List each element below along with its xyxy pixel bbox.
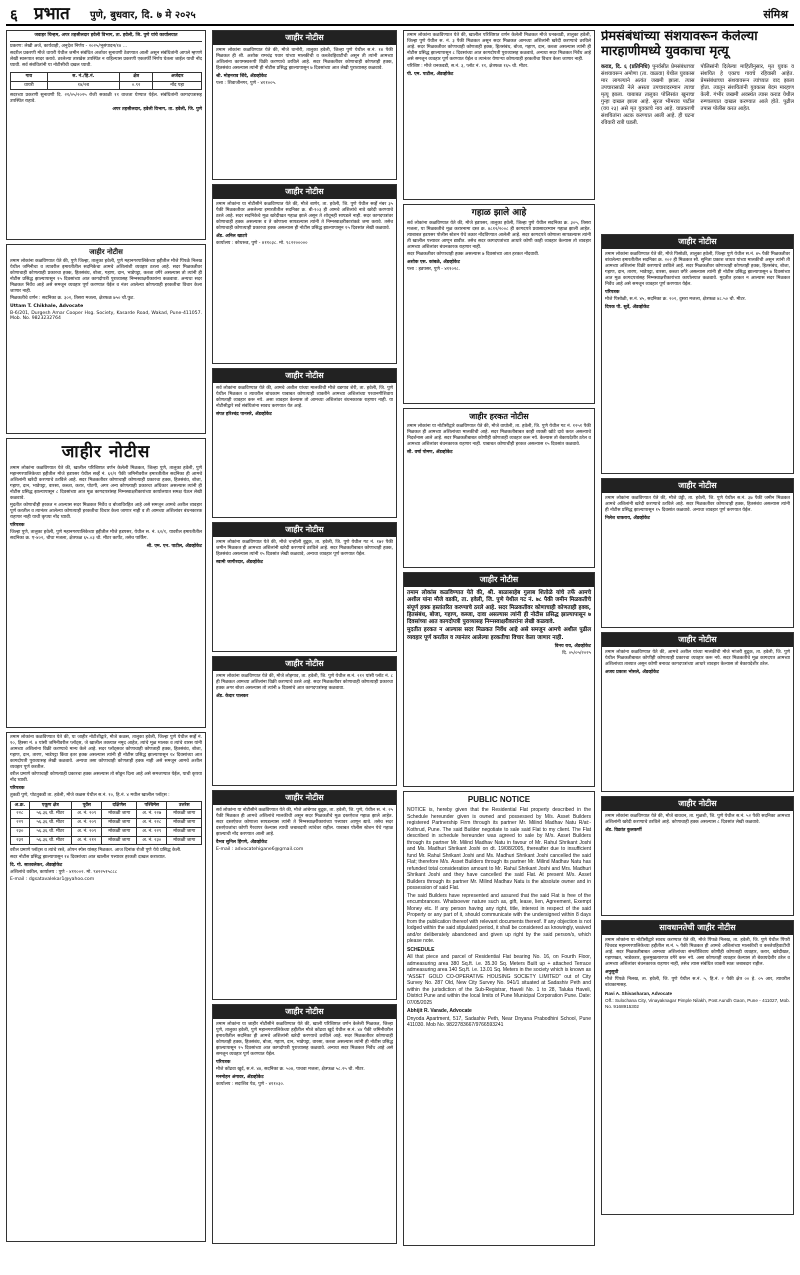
notice-signature: निलेश धाकराय, ॲडव्होकेट — [605, 515, 650, 521]
notice-signature: अशोक एस. कांबळे, ॲडव्होकेट — [407, 260, 460, 266]
table-cell: ५६.३६ चौ. मीटर — [29, 827, 71, 836]
table-cell: अ. नं. २०९ — [72, 810, 102, 819]
notice-box: जाहीर नोटीस तमाम लोकांना कळविण्यात येते की, मौजे उंड्री, ता. हवेली, जि. पुणे येथील स.नं. ३७ पैकी जमीन मिळकत आमचे अशिलांनी खरेदी करण्याचे ठरविले आहे. सदर मिळकतीवर कोणाचाही हक्क, हितसंबंध असल्यास त्यांनी ही नोटीस प्रसिद्ध झाल्यापासून १५ दिवसांत कळवावे. अन्यथा व्यवहार पूर्ण करण्यात येईल. निलेश धाकराय, ॲडव्होकेट — [601, 478, 794, 628]
notice-box: तमाम लोकांना कळविण्यात येते की, खालील परिशिष्टात वर्णन केलेली मिळकत मौजे धनकवडी, तालुका हवेली, जिल्हा पुणे येथील स. नं. ३ पैकी मिळकत असून सदर मिळकत आमच्या अशिलांनी खरेदी करण्याचे ठरविले आहे. सदर मिळकतीवर कोणाचाही कोणताही हक्क, हितसंबंध, बोजा, गहाण, दान, कब्जा असल्यास त्यांनी ही नोटीस प्रसिद्ध झाल्यापासून ८ दिवसांच्या आत कागदोपत्री पुराव्यासह कळवावे, अन्यथा सदर मिळकत निर्वेध आहे असे समजून व्यवहार पूर्ण करण्यात येईल व त्यानंतर येणाऱ्या कोणत्याही हरकतीचा विचार केला जाणार नाही. परिशिष्ट : मौजे धनकवडी, स.नं. ३, प्लॉट नं. ११, क्षेत्रफळ १६५ चौ. मीटर. पी. एम. पाटील, ॲडव्होकेट — [403, 30, 595, 200]
notice-signature: श्री. मोहनराव शिंदे, ॲडव्होकेट — [216, 73, 267, 79]
notice-box: तमाम लोकांना कळविण्यात येते की, या जाहीर नोटीशीद्वारे, मौजे कळस, तालुका हवेली, जिल्हा पुणे येथील सर्व्हे नं. १०, हिस्सा नं. ४ यांसी जमिनीवरील प्लॉट्स, जे खालील तक्त्यात नमूद आहेत, त्यांचे मूळ मालक व त्यांचे वारस यांनी आमच्या अशिलांना विक्री करण्याचे मान्य केले आहे. सदर प्लॉट्सवर कोणाचाही कोणताही हक्क, हितसंबंध, बोजा, गहाण, दान, तारण, भाडेपट्टा किंवा इतर हक्क असल्यास त्यांनी ही नोटीस प्रसिद्ध झाल्यापासून १४ दिवसांच्या आत कागदोपत्री पुराव्यासह लेखी कळवावे. अन्यथा तसा कोणाचाही कोणताही हक्क नाही असे समजून आमचे अशील व्यवहार पूर्ण करतील. वरील प्रमाणे कोणाचाही कोणत्याही प्रकारचा हक्क असल्यास तो सोडून दिला आहे असे समजण्यात येईल, याची कृपया नोंद घ्यावी. परिपत्रक तुकडी पुणे, पोटतुकडी ता. हवेली, मौजे कळस येथील स.नं. १०, हि.नं. ४ मधील खालील प्लॉट्स : अ.क्र. एकूण क्षेत्र पूर्वेस दक्षिणेस पश्चिमेस उत्तरेस २२८ ५६.३६ चौ. मीटर अ. नं. २०९ मोकळी जागा अ. नं. २२७ मोकळी जागा २२९ ५६.३६ चौ. मीटर अ. नं. २०९ मोकळी जागा अ. नं. २२८ मोकळी जागा २३० ५६.३६ चौ. मीटर अ. नं. २०९ मोकळी जागा अ. नं. २२९ मोकळी जागा २३१ ५६.३६ चौ. मीटर अ. नं. २१२ मोकळी जागा अ. नं. २३० मोकळी जागा वरील प्रमाणे प्लॉट्स व त्यांचे रस्ते, ओपन स्पेस यांसह मिळकत. आज दिनांक रोजी पुणे येथे प्रसिद्ध केली. सदर नोटीस प्रसिद्ध झाल्यापासून १४ दिवसांच्या आत खालील पत्त्यावर हरकती दाखल कराव्यात. दि. गो. सातवलेकर, ॲडव्होकेट अशिलांचे वकील, कार्यालय : पुणे - ४११००२. मो. ९४२२५१५८८८ E-mail : dgsatavalekar1@yahoo.com — [6, 732, 206, 1242]
notice-signature: पी. एम. पाटील, ॲडव्होकेट — [407, 71, 454, 77]
table-cell: ५६.३६ चौ. मीटर — [29, 819, 71, 828]
notice-email: E-mail : dgsatavalekar1@yahoo.com — [10, 877, 95, 883]
notice-heading: जवाहर चिन्हम, अपर तहसीलदार हवेली विभाग, ता. हवेली, जि. पुणे यांचे कार्यालयात — [34, 33, 178, 38]
article-headline: प्रेमसंबंधांच्या संशयावरून केलेल्या मारहाणीमध्ये युवकाचा मृत्यू — [601, 30, 758, 59]
table-cell: अ. नं. २३० — [136, 836, 166, 845]
table-cell: मोकळी जागा — [167, 836, 202, 845]
notice-signature: सौ. वर्षा पोमण, ॲडव्होकेट — [407, 449, 453, 455]
notice-box: जाहीर नोटीस तमाम लोकांना कळविण्यात येते की, खालील परिशिष्टात वर्णन केलेली मिळकत, जिल्हा पुणे, तालुका हवेली, पुणे महानगरपालिकेच्या हद्दीतील मौजे हडपसर येथील सर्व्हे नं. ६२/१ पैकी जमिनीवरील इमारतीतील सदनिका ही आमचे अशिलांनी खरेदी करण्याचे ठरविले आहे. सदर मिळकतीवर कोणाचाही कोणत्याही प्रकारचा हक्क, हितसंबंध, बोजा, गहाण, दान, भाडेपट्टा, वारसा, कब्जा, करार, पोटगी, अगर अन्य कोणत्याही प्रकारचा अधिकार असल्यास त्यांनी ही नोटीस प्रसिद्ध झाल्यापासून ८ दिवसांच्या आत मूळ कागदपत्रांसह निम्नस्वाक्षरीकारांच्या कार्यालयात समक्ष येऊन लेखी कळवावे. मुदतीत कोणाचीही हरकत न आल्यास सदर मिळकत निर्वेध व बोजाविरहित आहे असे समजून आमचे अशील व्यवहार पूर्ण करतील व त्यानंतर आलेल्या कोणत्याही हरकतीचा विचार केला जाणार नाही व ती आमच्या अशिलांवर बंधनकारक राहणार नाही याची कृपया नोंद घ्यावी. परिपत्रक जिल्हा पुणे, तालुका हवेली, पुणे महानगरपालिकेच्या हद्दीतील मौजे हडपसर, येथील स. नं. ६२/१, यावरील इमारतीतील सदनिका क्र. ए-४०२, चौथा मजला, क्षेत्रफळ ६५.०३ चौ. मीटर कार्पेट, तसेच पार्किंग. श्री. एम. एन. पाटील, ॲडव्होकेट — [6, 438, 206, 728]
table-row — [11, 819, 202, 828]
notice-title: सावधानतेची जाहीर नोटीस — [602, 921, 793, 935]
schedule-title: SCHEDULE — [407, 946, 435, 953]
table-row — [11, 836, 202, 845]
schedule-title: परिपत्रक — [605, 289, 620, 295]
table-cell: अ. नं. २१२ — [72, 836, 102, 845]
table-header: उत्तरेस — [167, 801, 202, 810]
notice-box: जाहीर नोटीस तमाम लोकांना कळविण्यात येते की, मौजे लोहगाव, ता. हवेली, जि. पुणे येथील स.नं. २१२ यांसी प्लॉट नं. ८ ही मिळकत आमच्या अशिलांना विक्री करण्याचे ठरले आहे. सदर मिळकतीवर कोणाचाही कोणत्याही प्रकारचा हक्क अगर बोजा असल्यास तो त्यांनी ७ दिवसांचे आत कागदपत्रांसह कळवावा. ॲड. केदार पालकर — [212, 656, 397, 786]
table-cell: मोकळी जागा — [102, 819, 137, 828]
notice-box: जाहीर नोटीस सर्व लोकांना या नोटीसीने कळविण्यात येते की, मौजे आंबेगाव बुद्रुक, ता. हवेली, जि. पुणे, येथील स. नं. २५ पैकी मिळकत ही आमचे अशिलांचे मालकीची असून सदर मिळकतीचे मूळ दस्तऐवज गहाळ झाले आहेत. सदर दस्तऐवज कोणाला सापडल्यास त्यांनी ते निम्नस्वाक्षरीकारांच्या पत्त्यावर आणून द्यावे. तसेच सदर दस्तऐवजांचा कोणी गैरवापर केल्यास त्याची जबाबदारी त्यांचेवर राहील. याबाबत पोलीस स्टेशन येथे गहाळ झाल्याची नोंद करण्यात आली आहे. वैभव सुनिल हिंगणे, ॲडव्होकेट E-mail : advocatehigane6@gmail.com — [212, 790, 397, 1000]
notice-title: जाहीर नोटीस — [61, 442, 151, 462]
notice-box: जाहीर हरकत नोटीस तमाम लोकांना या नोटीसीद्वारे कळविण्यात येते की, मौजे वाघोली, ता. हवेली, जि. पुणे येथील गट नं. १२५१ पैकी मिळकत ही आमच्या अशिलांच्या मालकीची आहे. सदर मिळकतीबाबत काही व्यक्ती खोटे दावे करत असल्याचे निदर्शनास आले आहे. सदर मिळकतीबाबत कोणीही कोणताही व्यवहार करू नये. केल्यास तो बेकायदेशीर ठरेल व आमच्या अशिलांवर बंधनकारक राहणार नाही. याबाबत कोणाचीही हरकत असल्यास १५ दिवसांत कळवावे. सौ. वर्षा पोमण, ॲडव्होकेट — [403, 408, 595, 568]
notice-title: जाहीर नोटीस — [213, 185, 396, 199]
article-dateline: कराड, दि. ६ (प्रतिनिधि) — [601, 63, 650, 70]
notice-signature: स्वामी जागीरदार, ॲडव्होकेट — [216, 559, 263, 565]
notice-title: जाहीर नोटीस — [602, 797, 793, 811]
notice-title: जाहीर हरकत नोटीस — [469, 412, 529, 421]
table-cell: अ. नं. २०९ — [72, 819, 102, 828]
notice-signature: श्री. एम. एन. पाटील, ॲडव्होकेट — [146, 543, 202, 549]
public-notice-para-2: The said Builders have represented and assured that the said Flat is free of the encumbrances. Whatsoever nature such as, gift, lease, lien, Agreement, Exempt Money etc. If any person having any right, title, interest in respect of the said Property or any part of it, should communicate with the undersigned within 8 days from the publication thereof with relevant documents thereof. If any objection is not lodged within the said stipulated period, it shall be considered as knowingly, waived and/or deliberately abandoned and given up right by the said person/s, which please note. — [407, 892, 591, 944]
notice-address: B-6/201, Durgesh Amar Cooper Hsg. Society, Kasarde Road, Wakad, Pune-411057. Mob. No. 9823232764 — [10, 310, 202, 322]
notice-signature: Ravi A. Shivasharan, Advocate — [605, 990, 673, 996]
table-cell: २२८ — [11, 810, 30, 819]
notice-box: जाहीर नोटीस तमाम लोकांना कळविण्यात येते की, मौजे चऱ्होली बुद्रुक, ता. हवेली, जि. पुणे येथील गट नं. १७२ पैकी जमीन मिळकत ही आमच्या अशिलांनी खरेदी करण्याचे ठरविले आहे. सदर मिळकतीबाबत कोणाचाही हक्क, हितसंबंध असल्यास त्यांनी १५ दिवसांत लेखी कळवावे, अन्यथा व्यवहार पूर्ण करण्यात येईल. स्वामी जागीरदार, ॲडव्होकेट — [212, 522, 397, 652]
table-cell: मोकळी जागा — [167, 810, 202, 819]
notice-box: जाहीर नोटीस सर्व लोकांना कळविण्यात येते की, आमचे अशील यांच्या मालकीची मौजे वडगाव शेरी, ता. हवेली, जि. पुणे येथील मिळकत व त्यावरील बांधकाम याबाबत कोणत्याही व्यक्तीने आमच्या अशिलांच्या परवानगीशिवाय कोणताही व्यवहार करू नये. असा व्यवहार केल्यास तो आमच्या अशिलांवर बंधनकारक राहणार नाही. या नोटीसीद्वारे सर्व संबंधितांना सावध करण्यात येत आहे. संपत हरिश्चंद्र पानसरे, ॲडव्होकेट — [212, 368, 397, 518]
section-title: संमिश्र — [763, 8, 788, 21]
table-cell: अ. नं. २२८ — [136, 819, 166, 828]
notice-title: जाहीर नोटीस — [213, 31, 396, 45]
notice-signature: ॲड. विक्रांत कुलकर्णी — [605, 827, 642, 833]
column-3 — [403, 30, 595, 1250]
newspaper-logo: प्रभात — [34, 4, 70, 24]
notice-box: जाहीर नोटीस तमाम लोकांना कळविण्यात येते की, पुणे जिल्हा, तालुका हवेली, पुणे महानगरपालिकेच्या हद्दीतील मौजे पिंपळे निलख येथील जमिनीचा व त्यावरील इमारतीतील सदनिकेचा आमचे अशिलांशी व्यवहार ठरला आहे. सदर मिळकतीवर कोणाचाही कोणत्याही प्रकारचा हक्क, हितसंबंध, बोजा, गहाण, दान, भाडेपट्टा, कब्जा वगैरे असल्यास तो त्यांनी ही नोटीस प्रसिद्ध झाल्यापासून १५ दिवसांच्या आत कागदोपत्री पुराव्यासह निम्नस्वाक्षरीकारांना कळवावा. अन्यथा सदर मिळकत निर्वेध आहे असे समजून व्यवहार पूर्ण करण्यात येईल व नंतर आलेल्या कोणत्याही हरकतीचा विचार केला जाणार नाही. मिळकतीचे वर्णन : सदनिका क्र. ३०२, तिसरा मजला, क्षेत्रफळ ७५० चौ.फुट. Uttam T. Chikhale, Advocate B-6/201, Durgesh Amar Cooper Hsg. Society, Kasarde Road, Wakad, Pune-411057. Mob. No. 9823232764 — [6, 244, 206, 434]
notice-title: PUBLIC NOTICE — [467, 795, 531, 804]
table-cell: २२९ — [11, 819, 30, 828]
column-1 — [6, 30, 206, 1246]
table-cell: अ. नं. २२७ — [136, 810, 166, 819]
news-article: प्रेमसंबंधांच्या संशयावरून केलेल्या मारहाणीमध्ये युवकाचा मृत्यू कराड, दि. ६ (प्रतिनिधि) पुनर्वसीत प्रेमसंबंधाच्या संशयावरून अमोणा (ता. वाळवा) येथील युवकास मार लागल्याने अत्यंत जखमी झाला. त्यास उपचारासाठी नेले असता उपचारादरम्यान त्याचा मृत्यू झाला. याबाबत तालुका पोलिसांत खुनाचा गुन्हा दाखल झाला आहे. सूरज भीमराव पाटील (वय २३) असे मृत युवकाचे नाव आहे. याप्रकरणी संशयितांना अटक करण्यात आली आहे. ही घटना रविवारी रात्री घडली. पोलिसांनी दिलेल्या माहितीनुसार, मृत युवक व संशयित हे एकाच गावचे रहिवासी आहेत. प्रेमसंबंधाच्या संशयावरून त्यांच्यात वाद झाला होता. त्यातून संशयितांनी युवकास बेदम मारहाण केली. गंभीर जखमी अवस्थेत त्यास कराड येथील रुग्णालयात दाखल करण्यात आले होते. पुढील तपास पोलीस करत आहेत. — [601, 30, 794, 126]
notice-box: जाहीर नोटीस तमाम लोकांना कळविण्यात येते की, मौजे धानोरी, तालुका हवेली, जिल्हा पुणे येथील स.नं. १४ पैकी मिळकत ही श्री. अशोक रामचंद्र पवार यांच्या मालकीची व कब्जेवहिवाटीची असून ती त्यांनी आमच्या अशिलांना कायमस्वरूपी विक्री करण्याचे ठरविले आहे. सदर मिळकतीवर कोणाचाही कोणताही हक्क, हितसंबंध असल्यास त्यांनी ही नोटीस प्रसिद्ध झाल्यापासून ७ दिवसांच्या आत लेखी पुराव्यासह कळवावे. श्री. मोहनराव शिंदे, ॲडव्होकेट पत्ता : शिवाजीनगर, पुणे - ४११००५. — [212, 30, 397, 180]
notice-signature: अपर तहसीलदार, हवेली विभाग, ता. हवेली, जि. पुणे — [112, 107, 202, 113]
notice-title: जाहीर नोटीस — [602, 479, 793, 493]
notice-signature: Uttam T. Chikhale, Advocate — [10, 303, 84, 309]
public-notice-para-1: NOTICE is, hereby given that the Residential Flat property described in the Schedule hereunder given is owned and possessed by M/s. Asset Builders registered Partnership Firm through its partner Mr. Milind Madhav Natu R/at:- Kothrud, Pune. The said Builder negotiate to sale said Flat to my client. The Flat described in schedule hereunder was agreed to sale by M/s. Asset Builders through its partner Mr. Milind Madhav Natu in favour of Mr. Rahul Shrikant Joshi and Ms. Madhuri Shrikant Joshi on dt. 19/08/2005, thereafter due to insufficient fund Mr. Rahul Shrikant Joshi and Ms. Madhuri Shrikant Joshi cancelled the said Flat; therefore M/s. Asset Builders through its partner Mr. Milind Madhav Natu has refunded total consideration amount to Mr. Rahul Shrikant Joshi and Mrs. Madhuri Shrikant Joshi and they have cancelled the said Flat. At present M/s. Asset Builders through its partner Mr. Milind Madhav Natu is the absolute owner and in possession of said Flat. — [407, 807, 591, 891]
masthead — [6, 4, 794, 26]
notice-date: दि. ०५/०५/२०२५ — [562, 650, 591, 656]
table-cell: अ. नं. २०९ — [72, 827, 102, 836]
notice-signature: ॲड. केदार पालकर — [216, 693, 249, 699]
notice-title: जाहीर नोटीस — [213, 657, 396, 671]
table-header: पश्चिमेस — [136, 801, 166, 810]
schedule-title: परिपत्रक — [10, 522, 25, 528]
notice-title: जाहीर नोटीस — [602, 235, 793, 249]
notice-address: Dnyoda Apartment, 517, Sadashiv Peth, Near Dnyana Prabodhini School, Pune 411030. Mob No. 9822783667/9766593241 — [407, 1015, 591, 1028]
notice-signature: Abhijit R. Varade, Advocate — [407, 1008, 472, 1014]
public-notice-box — [403, 791, 595, 1246]
table-cell: मोकळी जागा — [167, 827, 202, 836]
table-cell: मोकळी जागा — [102, 810, 137, 819]
notice-signature: मनमोहन अंगावर, ॲडव्होकेट — [216, 1074, 264, 1080]
table-cell: २३० — [11, 827, 30, 836]
notice-title: गहाळ झाले आहे — [471, 208, 527, 218]
page-number: ६ — [10, 6, 18, 24]
table-cell: अ. नं. २२९ — [136, 827, 166, 836]
notice-box: जाहीर नोटीस तमाम लोकांना या जाहीर नोटीसीने कळविण्यात येते की, खाली परिशिष्टात वर्णन केलेली मिळकत, जिल्हा पुणे, तालुका हवेली, पुणे महानगरपालिकेच्या हद्दीतील मौजे कोंढवा खुर्द येथील स.नं. ४४ पैकी जमिनीवरील इमारतीतील सदनिका ही आमचे अशिलांनी खरेदी करण्याचे ठरविले आहे. सदर मिळकतीवर कोणाचाही कोणताही हक्क, हितसंबंध, बोजा, गहाण, दान, भाडेपट्टा, वारसा, कब्जा असल्यास त्यांनी ही नोटीस प्रसिद्ध झाल्यापासून १५ दिवसांच्या आत कागदोपत्री पुराव्यासह कळवावे. अन्यथा सदर मिळकत निर्वेध आहे असे समजून व्यवहार पूर्ण करण्यात येईल. परिपत्रक मौजे कोंढवा खुर्द, स.नं. ४४, सदनिका क्र. ५०४, पाचवा मजला, क्षेत्रफळ ५८.२५ चौ. मीटर. मनमोहन अंगावर, ॲडव्होकेट कार्यालय : सदाशिव पेठ, पुणे - ४११०३०. — [212, 1004, 397, 1244]
notice-signature: वैभव सुनिल हिंगणे, ॲडव्होकेट — [216, 839, 268, 845]
column-4 — [601, 30, 794, 1219]
notice-title: जाहीर नोटीस — [213, 791, 396, 805]
notice-signature: दिपक पी. सुर्वे, ॲडव्होकेट — [605, 304, 650, 310]
notice-title: जाहीर नोटीस — [602, 633, 793, 647]
table-cell: ५६.३६ चौ. मीटर — [29, 810, 71, 819]
table-cell: ५६.३६ चौ. मीटर — [29, 836, 71, 845]
notice-box: जवाहर चिन्हम, अपर तहसीलदार हवेली विभाग, ता. हवेली, जि. पुणे यांचे कार्यालयात प्रकरण: लेखी अर्ज, कार्यवाही, अनुदेश निर्णय - २०२५/भूसंपादन/१४ ... सदरील प्रकरणी मौजे धायरी येथील जमीन संबंधित अर्जावर सुनावणी ठेवण्यात आली असून संबंधितांनी आपले म्हणणे लेखी स्वरूपात सादर करावे. ठरलेल्या तारखेस उपस्थित न राहिल्यास प्रकरणी एकतर्फी निर्णय घेतला जाईल याची नोंद घ्यावी. सर्व संबंधितांनी या नोटीसीची दखल घ्यावी. गाव स. नं./हि.नं. क्षेत्र अर्जदार धायरी १४/२ब ०.९२ नोंद पहा सदरच्या प्रकरणी सुनावणी दि. २१/०५/२०२५ रोजी सकाळी ११ वाजता घेण्यात येईल. संबंधितांनी कागदपत्रासह उपस्थित राहावे. अपर तहसीलदार, हवेली विभाग, ता. हवेली, जि. पुणे — [6, 30, 206, 240]
notice-email: E-mail : advocatehigane6@gmail.com — [216, 846, 304, 852]
notice-box: जाहीर नोटीस तमाम लोकांस कळविण्यात येते की, श्री. बाळासाहेब गुलाब शितोळे यांचे तर्फे आमचे अशील यांना मौजे वडकी, ता. हवेली, जि. पुणे येथील गट नं. ७८ पैकी जमीन मिळकतीचे संपूर्ण हक्क हस्तांतरित करण्याचे ठरले आहे. सदर मिळकतीवर कोणाचाही कोणताही हक्क, हितसंबंध, बोजा, गहाण, कब्जा, दावा असल्यास त्यांनी ही नोटीस प्रसिद्ध झाल्यापासून ७ दिवसांच्या आत कागदोपत्री पुराव्यासह निम्नस्वाक्षरीकारांना लेखी कळवावे. मुदतीत हरकत न आल्यास सदर मिळकत निर्वेध आहे असे समजून आमचे अशील पुढील व्यवहार पूर्ण करतील व त्यानंतर आलेल्या हरकतीचा विचार केला जाणार नाही. विनय राव, ॲडव्होकेट दि. ०५/०५/२०२५ — [403, 572, 595, 787]
article-body: पुनर्वसीत प्रेमसंबंधाच्या संशयावरून अमोणा (ता. वाळवा) येथील युवकास मार लागल्याने अत्यंत जखमी झाला. त्यास उपचारासाठी नेले असता उपचारादरम्यान त्याचा मृत्यू झाला. याबाबत तालुका पोलिसांत खुनाचा गुन्हा दाखल झाला आहे. सूरज भीमराव पाटील (वय २३) असे मृत युवकाचे नाव आहे. याप्रकरणी संशयितांना अटक करण्यात आली आहे. ही घटना रविवारी रात्री घडली. — [601, 63, 695, 126]
table-header: पूर्वेस — [72, 801, 102, 810]
notice-box: गहाळ झाले आहे सर्व लोकांना कळविण्यात येते की, मौजे हडपसर, तालुका हवेली, जिल्हा पुणे येथील सदनिका क्र. ३०५, तिसरा मजला, या मिळकतीचे मूळ करारनामा दस्त क्र. ४८१२/२००८ ही कागदपत्रे प्रवासादरम्यान गहाळ झाली आहेत. त्याबाबत हडपसर पोलीस स्टेशन येथे तक्रार नोंदविण्यात आलेली आहे. सदर कागदपत्रे कोणाला सापडल्यास त्यांनी ती खालील पत्त्यावर आणून द्यावीत. तसेच सदर कागदपत्रांच्या आधारे कोणी काही व्यवहार केल्यास तो व्यवहार आमच्या अशिलांवर बंधनकारक राहणार नाही. सदर मिळकतीवर कोणाचाही हक्क असल्यास ७ दिवसांच्या आत हरकत नोंदवावी. अशोक एस. कांबळे, ॲडव्होकेट पत्ता : हडपसर, पुणे - ४११०२८. — [403, 204, 595, 404]
notice-signature: दि. गो. सातवलेकर, ॲडव्होकेट — [10, 863, 63, 869]
table-header: दक्षिणेस — [102, 801, 137, 810]
notice-address: Off.: Sulochana City, Vinayaknagar Pimple Nilakh, Post Aundh Gaon, Pune - 411027, Mob. No. 9168915302 — [605, 997, 790, 1009]
notice-box: जाहीर नोटीस तमाम लोकांना या नोटीसीने कळविण्यात येते की, मौजे बाणेर, ता. हवेली, जि. पुणे येथील सर्व्हे नंबर ३५ पैकी मिळकतीवर असलेल्या इमारतीतील सदनिका क्र. बी-१०३ ही आमचे अशिलांचे नावे खरेदी करण्याचे ठरले आहे. सदर सदनिकेचे मूळ खरेदीखत गहाळ झाले असून ते शोधूनही सापडले नाही. सदर कागदपत्रांवर कोणाचाही हक्क असल्यास व ते कोणाला सापडल्यास त्यांनी ते निम्नस्वाक्षरीकारांकडे जमा करावे. तसेच कोणाचाही कोणत्याही प्रकारचा हक्क असल्यास ही नोटीस प्रसिद्ध झाल्यापासून १५ दिवसांत लेखी कळवावे. ॲड. अनिल खाटपे कार्यालय : कोथरूड, पुणे - ४११०३८. मो. ९८२२००००० — [212, 184, 397, 364]
notice-box: जाहीर नोटीस तमाम लोकांना कळविण्यात येते की, मौजे बावधन, ता. मुळशी, जि. पुणे येथील स.नं. ५२ पैकी सदनिका आमच्या अशिलांनी खरेदी करण्याचे ठरविले आहे. कोणाचाही हक्क असल्यास ८ दिवसांत लेखी कळवावे. ॲड. विक्रांत कुलकर्णी — [601, 796, 794, 916]
notice-title: जाहीर नोटीस — [89, 248, 123, 256]
table-cell: मोकळी जागा — [102, 836, 137, 845]
notice-box: जाहीर नोटीस तमाम लोकांना कळविण्यात येते की, आमचे अशील यांच्या मालकीची मौजे मांजरी बुद्रुक, ता. हवेली, जि. पुणे येथील मिळकतीबाबत कोणीही कोणत्याही प्रकारचा व्यवहार करू नये. सदर मिळकतीचे मूळ कागदपत्र आमच्या अशिलांच्या ताब्यात असून कोणी बनावट कागदपत्रांच्या आधारे व्यवहार केल्यास तो बेकायदेशीर ठरेल. अजय प्रकाश भोसले, ॲडव्होकेट — [601, 632, 794, 792]
notice-signature: संपत हरिश्चंद्र पानसरे, ॲडव्होकेट — [216, 411, 272, 417]
notice-title: जाहीर नोटीस — [213, 1005, 396, 1019]
notice-box: जाहीर नोटीस तमाम लोकांना कळविण्यात येते की, मौजे पिसोळी, तालुका हवेली, जिल्हा पुणे येथील स.नं. ४५ पैकी मिळकतीवर बांधलेल्या इमारतीतील सदनिका क्र. २०२ ही मिळकत सौ. सुनिता प्रकाश जाधव यांच्या मालकीची असून त्यांनी ती आमच्या अशिलांना विक्री करण्याचे ठरविले आहे. सदर मिळकतीवर कोणाचाही कोणताही हक्क, हितसंबंध, बोजा, गहाण, दान, तारण, भाडेपट्टा, वारसा, कब्जा वगैरे असल्यास त्यांनी ही नोटीस प्रसिद्ध झाल्यापासून ७ दिवसांच्या आत मूळ कागदपत्रांसह निम्नस्वाक्षरीकारांच्या कार्यालयात कळवावे. मुदतीत हरकत न आल्यास सदर मिळकत निर्वेध आहे असे समजून व्यवहार पूर्ण करण्यात येईल. परिपत्रक मौजे पिसोळी, स.नं. ४५, सदनिका क्र. २०२, दुसरा मजला, क्षेत्रफळ ४८.५० चौ. मीटर. दिपक पी. सुर्वे, ॲडव्होकेट — [601, 234, 794, 474]
notice-title: जाहीर नोटीस — [213, 523, 396, 537]
notice-signature: अजय प्रकाश भोसले, ॲडव्होकेट — [605, 669, 659, 675]
dateline: पुणे, बुधवार, दि. ७ मे २०२५ — [90, 10, 196, 21]
table-cell: मोकळी जागा — [102, 827, 137, 836]
table-cell: २३१ — [11, 836, 30, 845]
schedule-title: परिपत्रक — [10, 785, 25, 791]
schedule-title: अनुसूची — [605, 969, 619, 975]
table-cell: मोकळी जागा — [167, 819, 202, 828]
notice-title: जाहीर नोटीस — [404, 573, 594, 587]
table-row — [11, 827, 202, 836]
table-header: अ.क्र. — [11, 801, 30, 810]
schedule-title: परिपत्रक — [216, 1059, 231, 1065]
notice-signature: विनय राव, ॲडव्होकेट — [554, 643, 591, 649]
notice-signature: ॲड. अनिल खाटपे — [216, 233, 248, 239]
notice-title: जाहीर नोटीस — [213, 369, 396, 383]
notice-box: सावधानतेची जाहीर नोटीस तमाम लोकांना या नोटीसीद्वारे सावध करण्यात येते की, मौजे पिंपळे निलख, ता. हवेली, जि. पुणे येथील पिंपरी चिंचवड महानगरपालिकेच्या हद्दीतील स.नं. ५ पैकी मिळकत ही आमचे अशिलांच्या मालकीची व कब्जेवहिवाटीची आहे. सदर मिळकतीबाबत आमच्या अशिलांच्या संमतीशिवाय कोणीही कोणताही व्यवहार, करार, खरेदीखत, गहाणखत, भाडेकरार, कुलमुखत्यारपत्र वगैरे करू नये. असा कोणताही व्यवहार केल्यास तो बेकायदेशीर ठरेल व आमच्या अशिलांवर बंधनकारक राहणार नाही, तसेच त्यास संबंधित व्यक्ती स्वतः जबाबदार राहील. अनुसूची मौजे पिंपळे निलख, ता. हवेली, जि. पुणे येथील स.नं. ५, हि.नं. २ पैकी क्षेत्र ०० हे. ०५ आर, त्यावरील बांधकामासह. Ravi A. Shivasharan, Advocate Off.: Sulochana City, Vinayaknagar Pimple Nilakh, Post Aundh Gaon, Pune - 411027, Mob. No. 9168915302 — [601, 920, 794, 1215]
public-notice-schedule: All that piece and parcel of Residential Flat bearing No. 16, on Fourth Floor, admeasuring area 380 Sq.ft. i.e. 35.30 Sq. Meters Built up + attached Terrace admeasuring area 140 Sq.ft. i.e. 13.01 Sq. Meters in the society which is known as "ASSET GOLD CO-OPERATIVE HOUSING SOCIETY LIMITED" out of City Survey No. 287 Old, New City Survey No. 941/1 situated at Sadashiv Peth and within the jurisdiction of the Sub-Registrar, Haveli No. 1 to 28, Taluka Haveli, District Pune and within the local limits of Pune Municipal Corporation Pune. Date: 07/05/2025 — [407, 954, 591, 1006]
table-header: एकूण क्षेत्र — [29, 801, 71, 810]
plot-table — [10, 801, 202, 846]
table-row — [11, 810, 202, 819]
column-2 — [212, 30, 397, 1248]
